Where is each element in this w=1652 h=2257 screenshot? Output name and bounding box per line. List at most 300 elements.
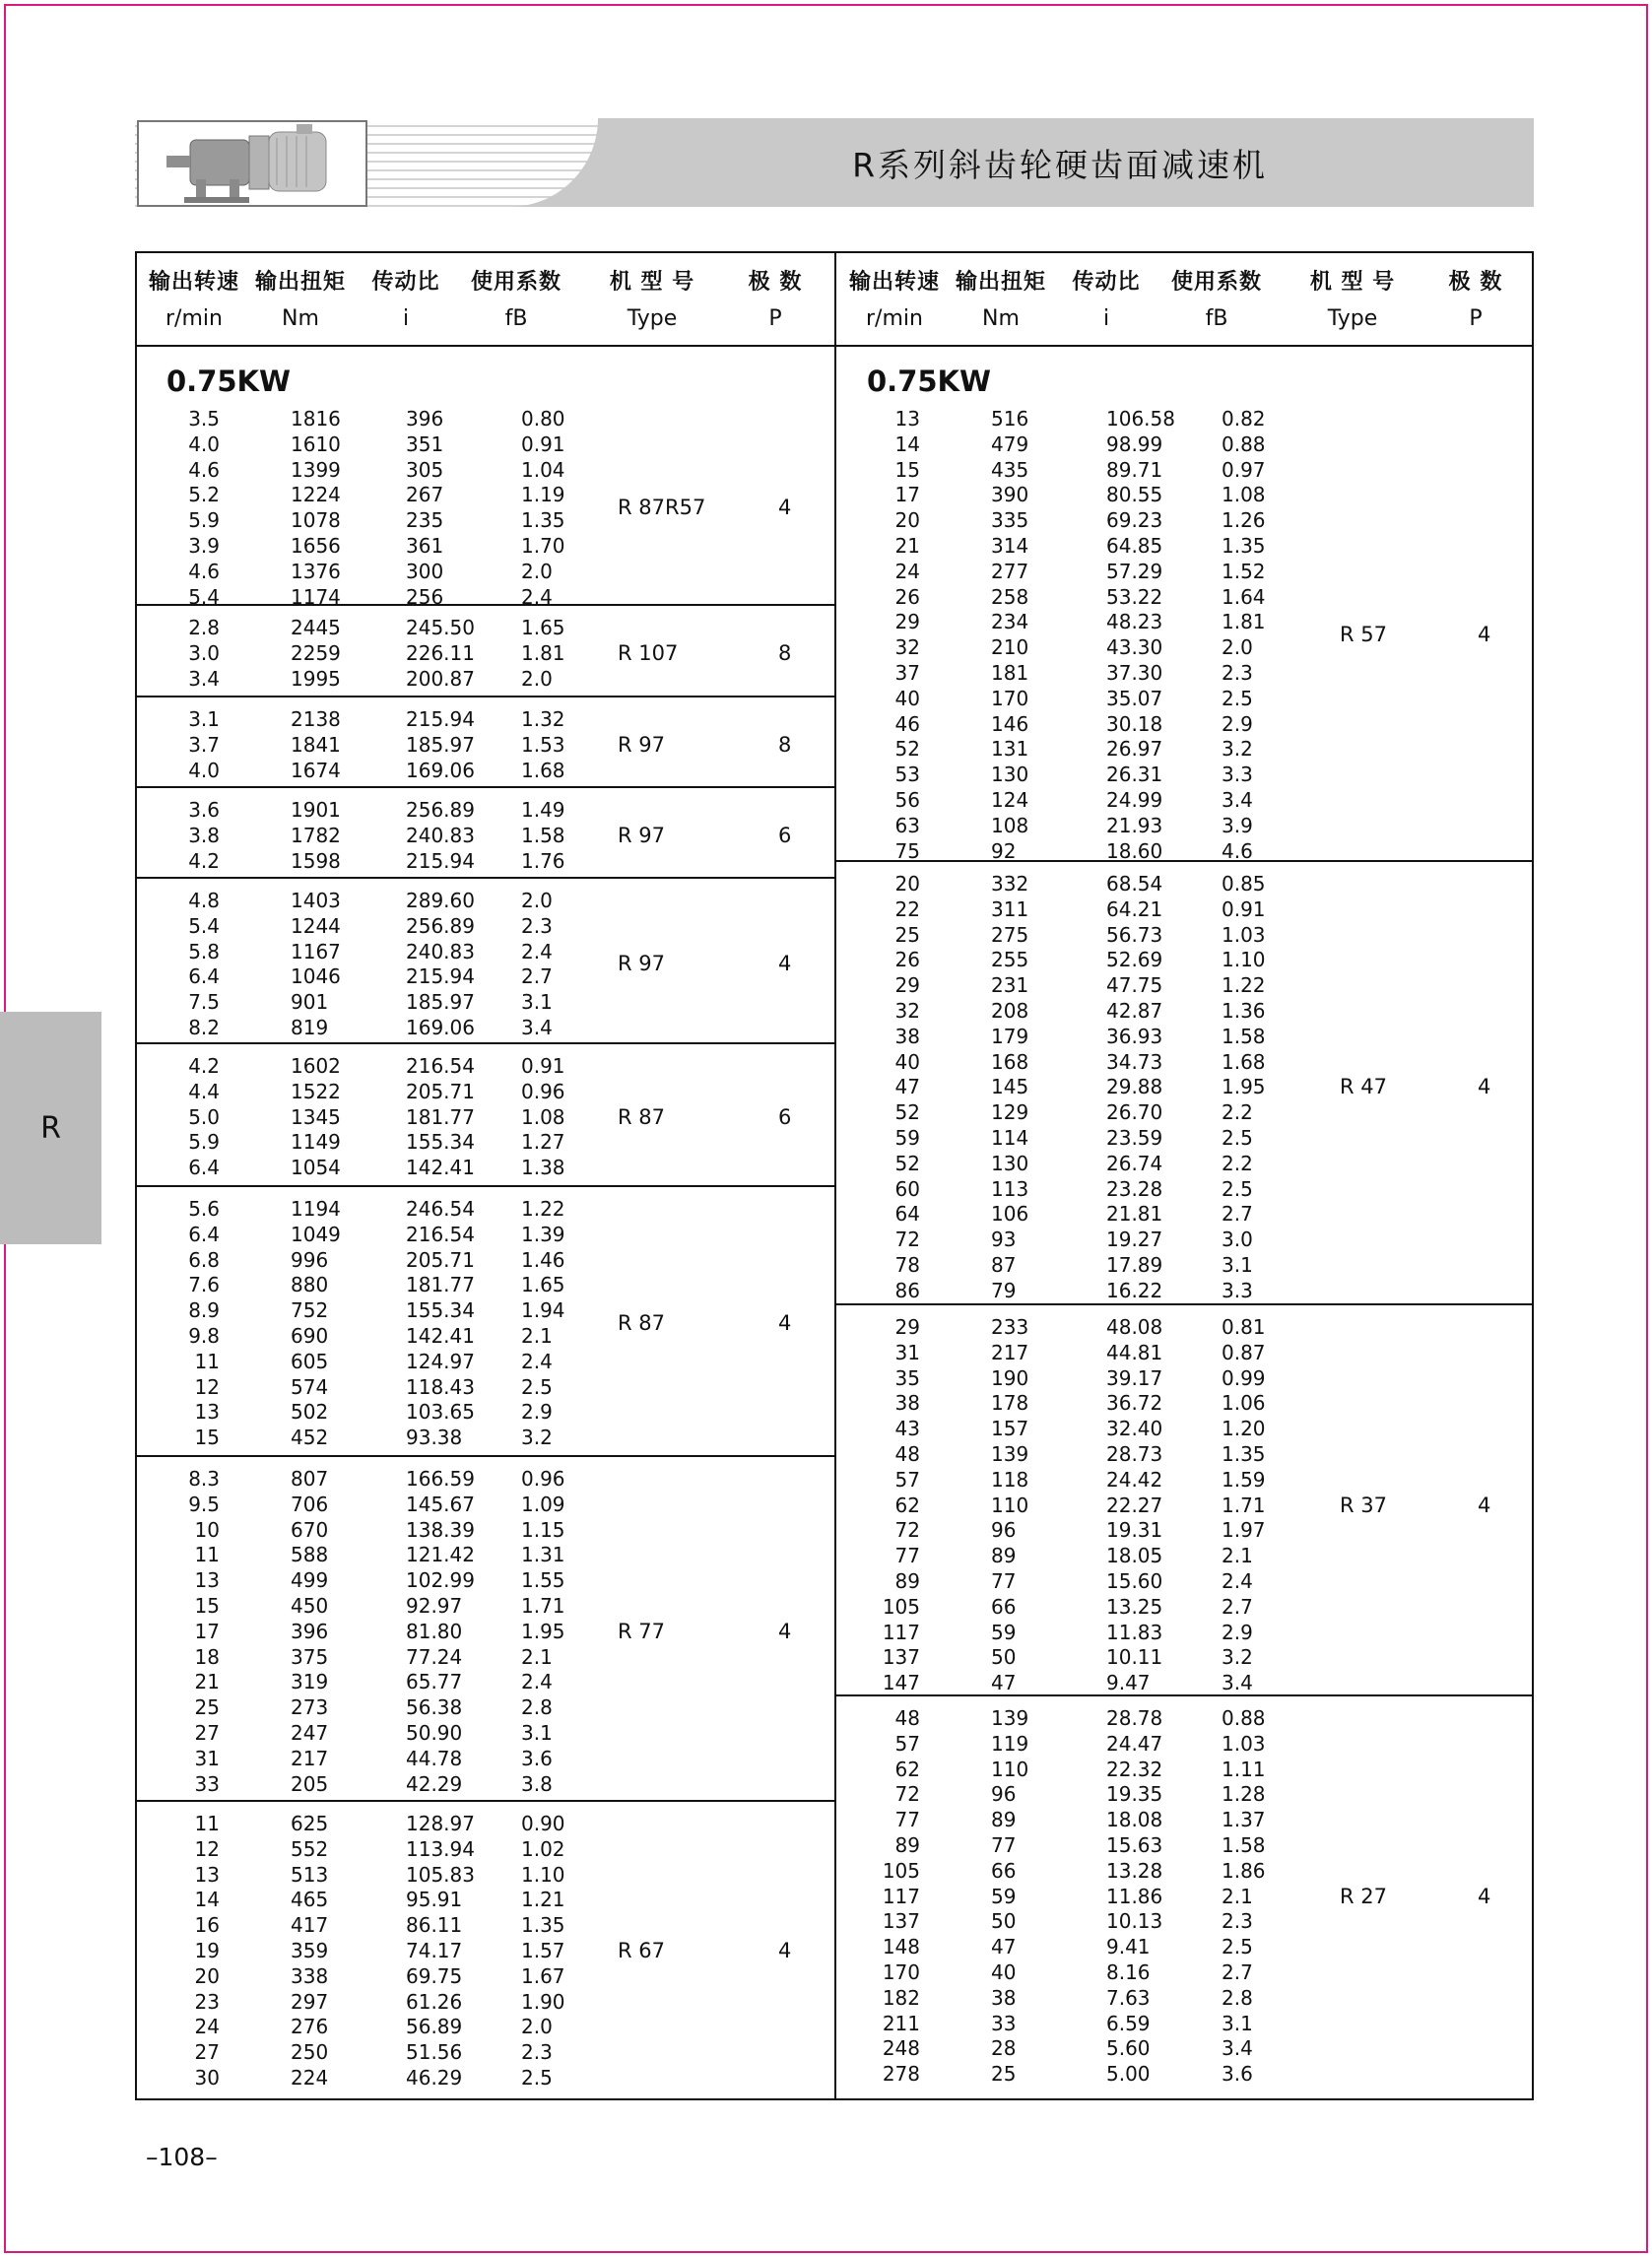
table-row bbox=[835, 948, 1534, 973]
cell-speed: 7.6 bbox=[188, 1273, 220, 1297]
cell-ratio: 106.58 bbox=[1106, 407, 1175, 431]
cell-speed: 37 bbox=[894, 661, 920, 685]
cell-torque: 108 bbox=[991, 813, 1029, 837]
cell-ratio: 142.41 bbox=[406, 1324, 475, 1348]
cell-service-factor: 2.4 bbox=[1222, 1569, 1253, 1593]
cell-torque: 1598 bbox=[291, 848, 341, 873]
cell-ratio: 24.47 bbox=[1106, 1731, 1163, 1756]
cell-speed: 31 bbox=[894, 1340, 920, 1364]
cell-speed: 63 bbox=[894, 813, 920, 837]
cell-ratio: 39.17 bbox=[1106, 1365, 1163, 1390]
cell-service-factor: 1.35 bbox=[1222, 534, 1266, 558]
cell-service-factor: 2.7 bbox=[1222, 1594, 1253, 1619]
table-row bbox=[835, 1960, 1534, 1986]
cell-service-factor: 0.99 bbox=[1222, 1365, 1266, 1390]
cell-speed: 40 bbox=[894, 686, 920, 710]
cell-speed: 72 bbox=[894, 1228, 920, 1252]
table-row bbox=[135, 1990, 835, 2016]
cell-ratio: 145.67 bbox=[406, 1492, 475, 1516]
table-row bbox=[835, 2036, 1534, 2062]
table-row bbox=[135, 616, 835, 641]
cell-ratio: 48.23 bbox=[1106, 610, 1163, 634]
cell-service-factor: 1.22 bbox=[521, 1197, 565, 1221]
cell-service-factor: 3.1 bbox=[521, 1721, 553, 1745]
cell-service-factor: 2.7 bbox=[1222, 1202, 1253, 1227]
cell-service-factor: 1.70 bbox=[521, 534, 565, 558]
table-row bbox=[835, 1833, 1534, 1859]
cell-ratio: 246.54 bbox=[406, 1197, 475, 1221]
header-label-cn: 输出扭矩 bbox=[955, 270, 1046, 295]
cell-ratio: 47.75 bbox=[1106, 973, 1163, 998]
cell-torque: 706 bbox=[291, 1492, 329, 1516]
table-row bbox=[835, 1279, 1534, 1304]
cell-service-factor: 3.4 bbox=[1222, 1671, 1253, 1695]
cell-service-factor: 1.55 bbox=[521, 1568, 565, 1593]
model-group bbox=[135, 786, 835, 877]
cell-speed: 3.4 bbox=[188, 666, 220, 691]
cell-ratio: 69.23 bbox=[1106, 508, 1163, 533]
header-label-en: Type bbox=[627, 306, 678, 331]
table-row bbox=[135, 1543, 835, 1568]
cell-service-factor: 1.52 bbox=[1222, 559, 1266, 583]
cell-speed: 53 bbox=[894, 763, 920, 787]
cell-ratio: 215.94 bbox=[406, 707, 475, 731]
cell-torque: 996 bbox=[291, 1247, 329, 1272]
cell-torque: 588 bbox=[291, 1543, 329, 1567]
cell-service-factor: 0.88 bbox=[1222, 431, 1266, 456]
table-row bbox=[835, 585, 1534, 611]
table-row bbox=[135, 2015, 835, 2040]
cell-ratio: 240.83 bbox=[406, 823, 475, 847]
cell-ratio: 13.25 bbox=[1106, 1594, 1163, 1619]
cell-speed: 11 bbox=[194, 1543, 220, 1567]
cell-service-factor: 3.4 bbox=[521, 1016, 553, 1039]
cell-service-factor: 1.10 bbox=[521, 1862, 565, 1887]
cell-service-factor: 1.86 bbox=[1222, 1858, 1266, 1883]
header-label-cn: 输出转速 bbox=[848, 270, 940, 295]
cell-speed: 5.4 bbox=[188, 584, 220, 609]
cell-service-factor: 0.91 bbox=[521, 1054, 565, 1078]
table-row bbox=[135, 1197, 835, 1223]
header-col-3 bbox=[1162, 251, 1271, 345]
cell-speed: 24 bbox=[194, 2015, 220, 2039]
table-row bbox=[135, 560, 835, 585]
cell-speed: 48 bbox=[894, 1706, 920, 1730]
cell-ratio: 86.11 bbox=[406, 1913, 463, 1938]
cell-ratio: 26.74 bbox=[1106, 1151, 1163, 1175]
cell-service-factor: 1.04 bbox=[521, 457, 565, 482]
cell-speed: 38 bbox=[894, 1391, 920, 1416]
table-row bbox=[835, 1518, 1534, 1544]
cell-torque: 118 bbox=[991, 1467, 1029, 1492]
table-row bbox=[835, 1758, 1534, 1783]
header-label-cn: 传动比 bbox=[1072, 270, 1141, 295]
cell-service-factor: 0.85 bbox=[1222, 872, 1266, 896]
cell-ratio: 19.35 bbox=[1106, 1782, 1163, 1807]
model-group bbox=[135, 696, 835, 786]
cell-ratio: 361 bbox=[406, 534, 444, 558]
cell-service-factor: 2.4 bbox=[521, 1670, 553, 1694]
cell-speed: 89 bbox=[894, 1569, 920, 1593]
cell-speed: 211 bbox=[882, 2011, 920, 2035]
model-group bbox=[135, 407, 835, 609]
cell-torque: 250 bbox=[291, 2040, 329, 2065]
cell-speed: 2.8 bbox=[188, 616, 220, 639]
table-row bbox=[135, 458, 835, 484]
cell-torque: 819 bbox=[291, 1016, 329, 1039]
table-row bbox=[135, 1837, 835, 1863]
cell-ratio: 205.71 bbox=[406, 1079, 475, 1103]
cell-speed: 9.5 bbox=[188, 1492, 220, 1516]
cell-service-factor: 1.65 bbox=[521, 1273, 565, 1297]
cell-service-factor: 4.6 bbox=[1222, 838, 1253, 863]
model-group bbox=[835, 1303, 1534, 1694]
cell-torque: 96 bbox=[991, 1518, 1017, 1543]
cell-speed: 9.8 bbox=[188, 1324, 220, 1348]
cell-torque: 670 bbox=[291, 1517, 329, 1542]
cell-torque: 96 bbox=[991, 1782, 1017, 1807]
pole-count: 4 bbox=[1478, 1493, 1491, 1517]
cell-ratio: 24.99 bbox=[1106, 788, 1163, 812]
cell-speed: 13 bbox=[894, 407, 920, 431]
cell-speed: 4.6 bbox=[188, 559, 220, 583]
header-col-5 bbox=[1426, 251, 1525, 345]
cell-service-factor: 3.3 bbox=[1222, 1278, 1253, 1302]
cell-ratio: 29.88 bbox=[1106, 1075, 1163, 1099]
cell-torque: 179 bbox=[991, 1024, 1029, 1048]
cell-service-factor: 2.1 bbox=[1222, 1544, 1253, 1568]
cell-ratio: 13.28 bbox=[1106, 1858, 1163, 1883]
table-row bbox=[835, 1544, 1534, 1569]
cell-torque: 332 bbox=[991, 872, 1029, 896]
table-row bbox=[835, 872, 1534, 897]
table-header-right bbox=[835, 251, 1534, 347]
cell-service-factor: 2.3 bbox=[521, 2040, 553, 2065]
cell-speed: 4.4 bbox=[188, 1079, 220, 1103]
cell-speed: 21 bbox=[894, 534, 920, 558]
cell-ratio: 53.22 bbox=[1106, 584, 1163, 609]
header-label-en: i bbox=[402, 306, 410, 331]
cell-speed: 8.3 bbox=[188, 1467, 220, 1491]
cell-speed: 3.8 bbox=[188, 823, 220, 847]
table-row bbox=[835, 1935, 1534, 1960]
cell-service-factor: 2.8 bbox=[521, 1695, 553, 1720]
table-row bbox=[835, 1152, 1534, 1177]
cell-service-factor: 1.94 bbox=[521, 1298, 565, 1323]
cell-ratio: 22.32 bbox=[1106, 1757, 1163, 1781]
cell-ratio: 98.99 bbox=[1106, 431, 1163, 456]
cell-torque: 338 bbox=[291, 1963, 329, 1988]
table-row bbox=[135, 1913, 835, 1939]
cell-speed: 3.6 bbox=[188, 798, 220, 822]
cell-ratio: 396 bbox=[406, 407, 444, 431]
cell-ratio: 68.54 bbox=[1106, 872, 1163, 896]
cell-service-factor: 1.71 bbox=[1222, 1493, 1266, 1517]
cell-speed: 35 bbox=[894, 1365, 920, 1390]
cell-ratio: 245.50 bbox=[406, 616, 475, 639]
cell-speed: 26 bbox=[894, 948, 920, 972]
cell-speed: 105 bbox=[882, 1594, 920, 1619]
cell-ratio: 44.78 bbox=[406, 1746, 463, 1770]
cell-service-factor: 1.76 bbox=[521, 848, 565, 873]
cell-speed: 40 bbox=[894, 1049, 920, 1074]
cell-speed: 5.0 bbox=[188, 1104, 220, 1129]
table-row bbox=[835, 763, 1534, 788]
table-row bbox=[135, 1426, 835, 1451]
cell-ratio: 5.00 bbox=[1106, 2062, 1151, 2087]
cell-speed: 47 bbox=[894, 1075, 920, 1099]
cell-ratio: 56.73 bbox=[1106, 922, 1163, 947]
cell-service-factor: 2.5 bbox=[521, 2066, 553, 2090]
cell-speed: 8.2 bbox=[188, 1016, 220, 1039]
cell-ratio: 18.05 bbox=[1106, 1544, 1163, 1568]
cell-torque: 178 bbox=[991, 1391, 1029, 1416]
header-col-1 bbox=[251, 251, 350, 345]
cell-torque: 625 bbox=[291, 1812, 329, 1835]
cell-speed: 11 bbox=[194, 1812, 220, 1835]
cell-service-factor: 1.64 bbox=[1222, 584, 1266, 609]
model-type: R 97 bbox=[618, 823, 665, 847]
cell-service-factor: 2.0 bbox=[521, 2015, 553, 2039]
page-title: R系列斜齿轮硬齿面减速机 bbox=[852, 146, 1268, 184]
cell-ratio: 50.90 bbox=[406, 1721, 463, 1745]
cell-ratio: 28.73 bbox=[1106, 1442, 1163, 1466]
cell-speed: 182 bbox=[882, 1985, 920, 2010]
cell-torque: 452 bbox=[291, 1426, 329, 1450]
table-row bbox=[135, 733, 835, 759]
cell-torque: 247 bbox=[291, 1721, 329, 1745]
cell-speed: 20 bbox=[194, 1963, 220, 1988]
cell-torque: 79 bbox=[991, 1278, 1017, 1302]
cell-ratio: 256.89 bbox=[406, 913, 475, 938]
cell-ratio: 8.16 bbox=[1106, 1960, 1151, 1984]
cell-ratio: 305 bbox=[406, 457, 444, 482]
cell-torque: 311 bbox=[991, 896, 1029, 921]
cell-ratio: 5.60 bbox=[1106, 2036, 1151, 2061]
cell-torque: 1674 bbox=[291, 758, 341, 782]
cell-torque: 66 bbox=[991, 1594, 1017, 1619]
cell-speed: 26 bbox=[894, 584, 920, 609]
cell-torque: 1345 bbox=[291, 1104, 341, 1129]
table-row bbox=[835, 534, 1534, 560]
cell-ratio: 81.80 bbox=[406, 1619, 463, 1643]
cell-service-factor: 2.5 bbox=[1222, 1176, 1253, 1201]
cell-ratio: 10.11 bbox=[1106, 1645, 1163, 1670]
cell-torque: 375 bbox=[291, 1644, 329, 1669]
cell-speed: 117 bbox=[882, 1884, 920, 1908]
table-row bbox=[135, 432, 835, 458]
cell-ratio: 89.71 bbox=[1106, 457, 1163, 482]
pole-count: 4 bbox=[778, 1938, 792, 1962]
model-group bbox=[835, 407, 1534, 863]
table-row bbox=[835, 407, 1534, 432]
cell-service-factor: 2.0 bbox=[521, 666, 553, 691]
cell-service-factor: 3.2 bbox=[521, 1426, 553, 1450]
cell-torque: 1149 bbox=[291, 1130, 341, 1155]
table-row bbox=[135, 1695, 835, 1721]
cell-torque: 59 bbox=[991, 1620, 1017, 1644]
cell-torque: 205 bbox=[291, 1771, 329, 1796]
cell-torque: 59 bbox=[991, 1884, 1017, 1908]
cell-ratio: 42.87 bbox=[1106, 999, 1163, 1023]
cell-service-factor: 1.06 bbox=[1222, 1391, 1266, 1416]
table-row bbox=[835, 560, 1534, 585]
cell-service-factor: 2.4 bbox=[521, 939, 553, 963]
table-row bbox=[835, 1468, 1534, 1494]
cell-torque: 1782 bbox=[291, 823, 341, 847]
table-row bbox=[135, 824, 835, 849]
cell-service-factor: 3.1 bbox=[1222, 1253, 1253, 1277]
cell-service-factor: 2.5 bbox=[1222, 686, 1253, 710]
cell-speed: 24 bbox=[894, 559, 920, 583]
table-row bbox=[835, 712, 1534, 738]
cell-speed: 32 bbox=[894, 999, 920, 1023]
cell-ratio: 46.29 bbox=[406, 2066, 463, 2090]
cell-ratio: 18.60 bbox=[1106, 838, 1163, 863]
cell-ratio: 181.77 bbox=[406, 1273, 475, 1297]
cell-speed: 12 bbox=[194, 1374, 220, 1399]
header-label-cn: 机 型 号 bbox=[609, 270, 695, 295]
pole-count: 6 bbox=[778, 823, 792, 847]
cell-service-factor: 1.57 bbox=[521, 1939, 565, 1962]
cell-service-factor: 1.39 bbox=[521, 1222, 565, 1246]
cell-torque: 390 bbox=[991, 483, 1029, 507]
cell-ratio: 142.41 bbox=[406, 1156, 475, 1180]
table-row bbox=[835, 1621, 1534, 1646]
table-row bbox=[135, 1273, 835, 1298]
cell-service-factor: 1.03 bbox=[1222, 922, 1266, 947]
cell-ratio: 103.65 bbox=[406, 1400, 475, 1425]
cell-service-factor: 1.68 bbox=[521, 758, 565, 782]
cell-service-factor: 1.22 bbox=[1222, 973, 1266, 998]
cell-service-factor: 1.37 bbox=[1222, 1808, 1266, 1832]
cell-torque: 33 bbox=[991, 2011, 1017, 2035]
table-row bbox=[835, 432, 1534, 458]
table-row bbox=[135, 1721, 835, 1747]
cell-ratio: 169.06 bbox=[406, 1016, 475, 1039]
table-row bbox=[135, 889, 835, 914]
cell-ratio: 300 bbox=[406, 559, 444, 583]
cell-ratio: 36.72 bbox=[1106, 1391, 1163, 1416]
cell-torque: 1376 bbox=[291, 559, 341, 583]
model-group bbox=[135, 1042, 835, 1185]
table-row bbox=[835, 458, 1534, 484]
cell-ratio: 166.59 bbox=[406, 1467, 475, 1491]
cell-ratio: 118.43 bbox=[406, 1374, 475, 1399]
cell-torque: 25 bbox=[991, 2062, 1017, 2087]
cell-torque: 217 bbox=[991, 1340, 1029, 1364]
cell-ratio: 51.56 bbox=[406, 2040, 463, 2065]
table-row bbox=[835, 1050, 1534, 1076]
cell-torque: 450 bbox=[291, 1594, 329, 1618]
cell-ratio: 93.38 bbox=[406, 1426, 463, 1450]
cell-speed: 48 bbox=[894, 1442, 920, 1466]
cell-ratio: 30.18 bbox=[1106, 711, 1163, 736]
table-row bbox=[135, 1223, 835, 1248]
cell-service-factor: 0.88 bbox=[1222, 1706, 1266, 1730]
cell-torque: 1816 bbox=[291, 407, 341, 431]
cell-service-factor: 3.4 bbox=[1222, 2036, 1253, 2061]
cell-torque: 181 bbox=[991, 661, 1029, 685]
cell-speed: 17 bbox=[894, 483, 920, 507]
page-number: –108– bbox=[146, 2143, 218, 2171]
table-row bbox=[135, 1130, 835, 1156]
cell-torque: 574 bbox=[291, 1374, 329, 1399]
cell-service-factor: 1.27 bbox=[521, 1130, 565, 1155]
cell-torque: 119 bbox=[991, 1731, 1029, 1756]
pole-count: 4 bbox=[778, 1619, 792, 1643]
header-col-0 bbox=[845, 251, 944, 345]
cell-ratio: 56.38 bbox=[406, 1695, 463, 1720]
cell-torque: 47 bbox=[991, 1935, 1017, 1959]
table-row bbox=[135, 1400, 835, 1426]
pole-count: 4 bbox=[778, 952, 792, 976]
table-header-left bbox=[135, 251, 835, 347]
cell-service-factor: 0.91 bbox=[521, 431, 565, 456]
cell-speed: 25 bbox=[894, 922, 920, 947]
cell-speed: 5.9 bbox=[188, 508, 220, 533]
header-label-cn: 使用系数 bbox=[1170, 270, 1262, 295]
table-row bbox=[135, 1467, 835, 1493]
cell-ratio: 256 bbox=[406, 584, 444, 609]
cell-service-factor: 1.53 bbox=[521, 732, 565, 757]
header-col-4 bbox=[598, 251, 706, 345]
cell-service-factor: 2.0 bbox=[521, 559, 553, 583]
table-row bbox=[135, 1747, 835, 1772]
cell-torque: 335 bbox=[991, 508, 1029, 533]
cell-torque: 130 bbox=[991, 1151, 1029, 1175]
cell-speed: 52 bbox=[894, 737, 920, 762]
cell-speed: 248 bbox=[882, 2036, 920, 2061]
cell-torque: 146 bbox=[991, 711, 1029, 736]
cell-speed: 60 bbox=[894, 1176, 920, 1201]
cell-service-factor: 0.96 bbox=[521, 1467, 565, 1491]
table-row bbox=[135, 849, 835, 875]
cell-ratio: 15.63 bbox=[1106, 1833, 1163, 1857]
page-banner bbox=[135, 118, 1534, 207]
table-row bbox=[135, 1964, 835, 1990]
table-row bbox=[835, 814, 1534, 839]
model-group bbox=[135, 604, 835, 696]
table-row bbox=[835, 737, 1534, 763]
cell-speed: 78 bbox=[894, 1253, 920, 1277]
cell-ratio: 56.89 bbox=[406, 2015, 463, 2039]
model-type: R 57 bbox=[1340, 623, 1387, 647]
cell-speed: 4.2 bbox=[188, 848, 220, 873]
cell-torque: 2445 bbox=[291, 616, 341, 639]
header-col-2 bbox=[357, 251, 455, 345]
cell-service-factor: 1.35 bbox=[1222, 1442, 1266, 1466]
cell-ratio: 52.69 bbox=[1106, 948, 1163, 972]
model-type: R 107 bbox=[618, 640, 679, 665]
cell-torque: 168 bbox=[991, 1049, 1029, 1074]
cell-torque: 258 bbox=[991, 584, 1029, 609]
cell-service-factor: 1.49 bbox=[521, 798, 565, 822]
table-row bbox=[835, 483, 1534, 508]
cell-speed: 57 bbox=[894, 1467, 920, 1492]
cell-ratio: 36.93 bbox=[1106, 1024, 1163, 1048]
cell-service-factor: 1.36 bbox=[1222, 999, 1266, 1023]
model-type: R 97 bbox=[618, 952, 665, 976]
cell-service-factor: 1.68 bbox=[1222, 1049, 1266, 1074]
cell-service-factor: 2.3 bbox=[1222, 1909, 1253, 1934]
cell-speed: 170 bbox=[882, 1960, 920, 1984]
cell-speed: 29 bbox=[894, 973, 920, 998]
cell-ratio: 155.34 bbox=[406, 1298, 475, 1323]
cell-service-factor: 1.10 bbox=[1222, 948, 1266, 972]
cell-torque: 465 bbox=[291, 1888, 329, 1912]
cell-ratio: 23.59 bbox=[1106, 1126, 1163, 1150]
